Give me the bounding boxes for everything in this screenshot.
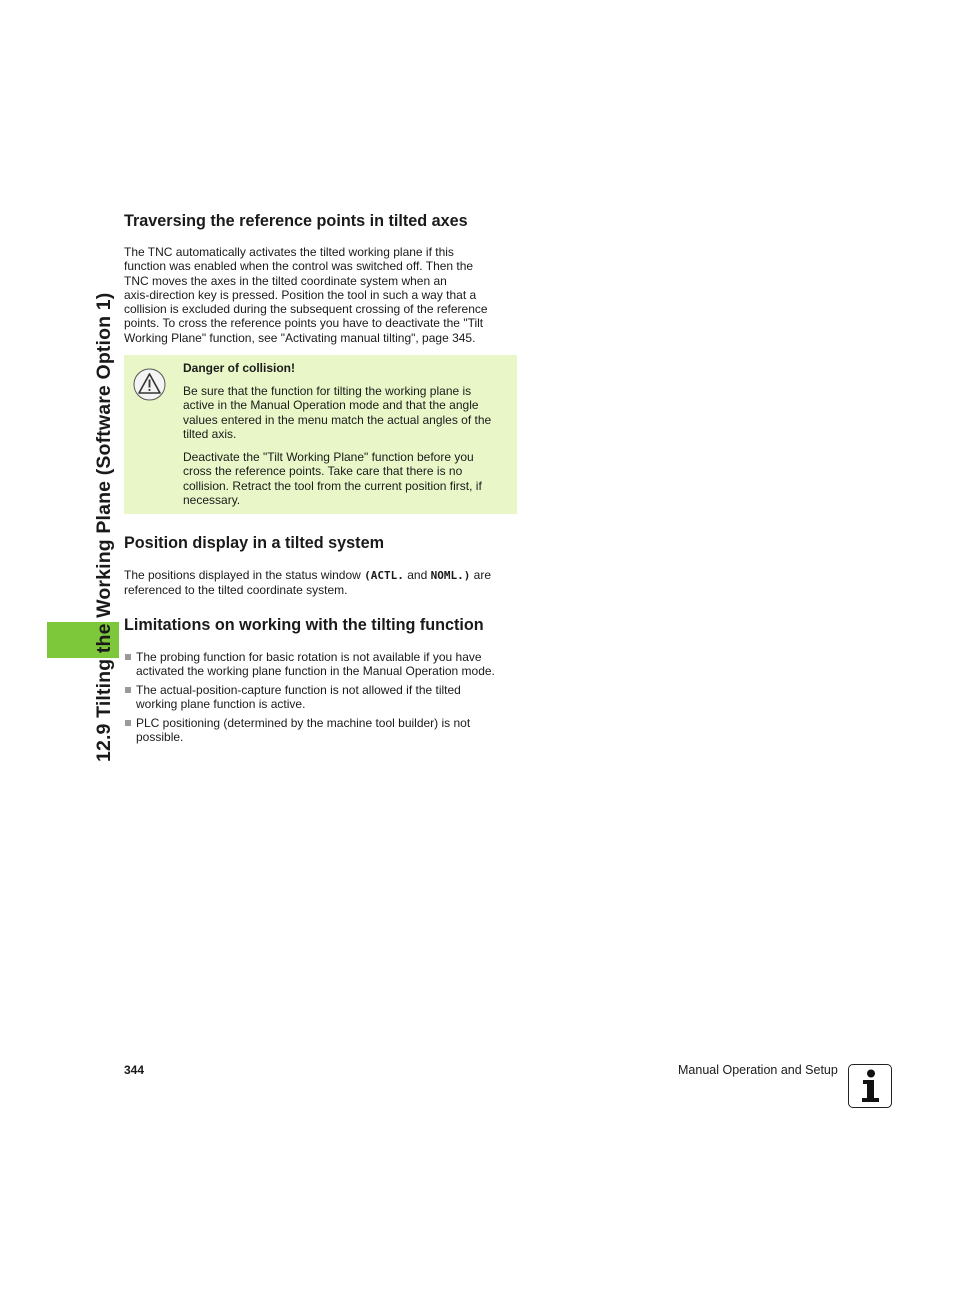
heading-position-display: Position display in a tilted system — [124, 534, 384, 552]
paragraph-traversing — [124, 245, 522, 345]
chapter-title-vertical: 12.9 Tilting the Working Plane (Software Option 1) — [93, 292, 115, 762]
text-line: axis-direction key is pressed. Position the tool in such a way that a — [124, 287, 477, 302]
collision-warning-box — [124, 355, 517, 514]
code-noml: NOML.) — [430, 569, 471, 582]
text-line: collision is excluded during the subsequent crossing of the reference — [124, 302, 488, 317]
heading-limitations: Limitations on working with the tilting function — [124, 616, 484, 634]
text-line: Be sure that the function for tilting the working plane is — [183, 384, 472, 398]
bullet-square-icon — [125, 654, 131, 660]
page-number: 344 — [124, 1063, 145, 1077]
bullet-square-icon — [125, 687, 131, 693]
text-line: necessary. — [183, 492, 241, 507]
text-line: points. To cross the reference points you have to deactivate the "Tilt — [124, 316, 484, 331]
info-glyph — [849, 1065, 891, 1107]
text-line: The actual-position-capture function is not allowed if the tilted — [136, 683, 461, 698]
warning-triangle-icon — [133, 368, 166, 401]
list-item — [124, 650, 524, 679]
limitations-list — [124, 650, 524, 749]
heading-traversing: Traversing the reference points in tilted axes — [124, 212, 468, 230]
text-line: working plane function is active. — [136, 697, 306, 712]
info-icon — [848, 1064, 892, 1108]
text-line: function was enabled when the control was switched off. Then the — [124, 259, 474, 274]
text-line: tilted axis. — [183, 426, 237, 441]
text-line: active in the Manual Operation mode and that the angle — [183, 398, 479, 413]
footer-title: Manual Operation and Setup — [678, 1063, 838, 1077]
text-line: Deactivate the "Tilt Working Plane" function before you — [183, 450, 474, 464]
text-line — [124, 568, 522, 583]
code-actl: (ACTL. — [364, 569, 404, 582]
text-fragment: and — [403, 568, 431, 582]
list-item — [124, 716, 524, 745]
text-line: activated the working plane function in the Manual Operation mode. — [136, 664, 495, 679]
text-line: TNC moves the axes in the tilted coordinate system when an — [124, 273, 447, 288]
text-line: collision. Retract the tool from the current position first, if — [183, 478, 482, 493]
text-fragment: The positions displayed in the status window — [124, 568, 365, 582]
text-line: values entered in the menu match the actual angles of the — [183, 412, 492, 427]
text-line: possible. — [136, 730, 184, 745]
text-line: The TNC automatically activates the tilted working plane if this — [124, 245, 454, 259]
text-line: Working Plane" function, see "Activating manual tilting", page 345. — [124, 330, 476, 345]
warning-title: Danger of collision! — [183, 361, 296, 375]
text-line: referenced to the tilted coordinate system. — [124, 583, 348, 598]
warning-paragraph-1 — [183, 384, 511, 441]
list-item — [124, 683, 524, 712]
paragraph-position-display — [124, 568, 522, 598]
bullet-square-icon — [125, 720, 131, 726]
warning-paragraph-2 — [183, 450, 511, 507]
text-line: The probing function for basic rotation is not available if you have — [136, 650, 482, 664]
text-line: cross the reference points. Take care that there is no — [183, 464, 463, 479]
text-fragment: are — [470, 568, 492, 582]
text-line: PLC positioning (determined by the machine tool builder) is not — [136, 716, 471, 731]
